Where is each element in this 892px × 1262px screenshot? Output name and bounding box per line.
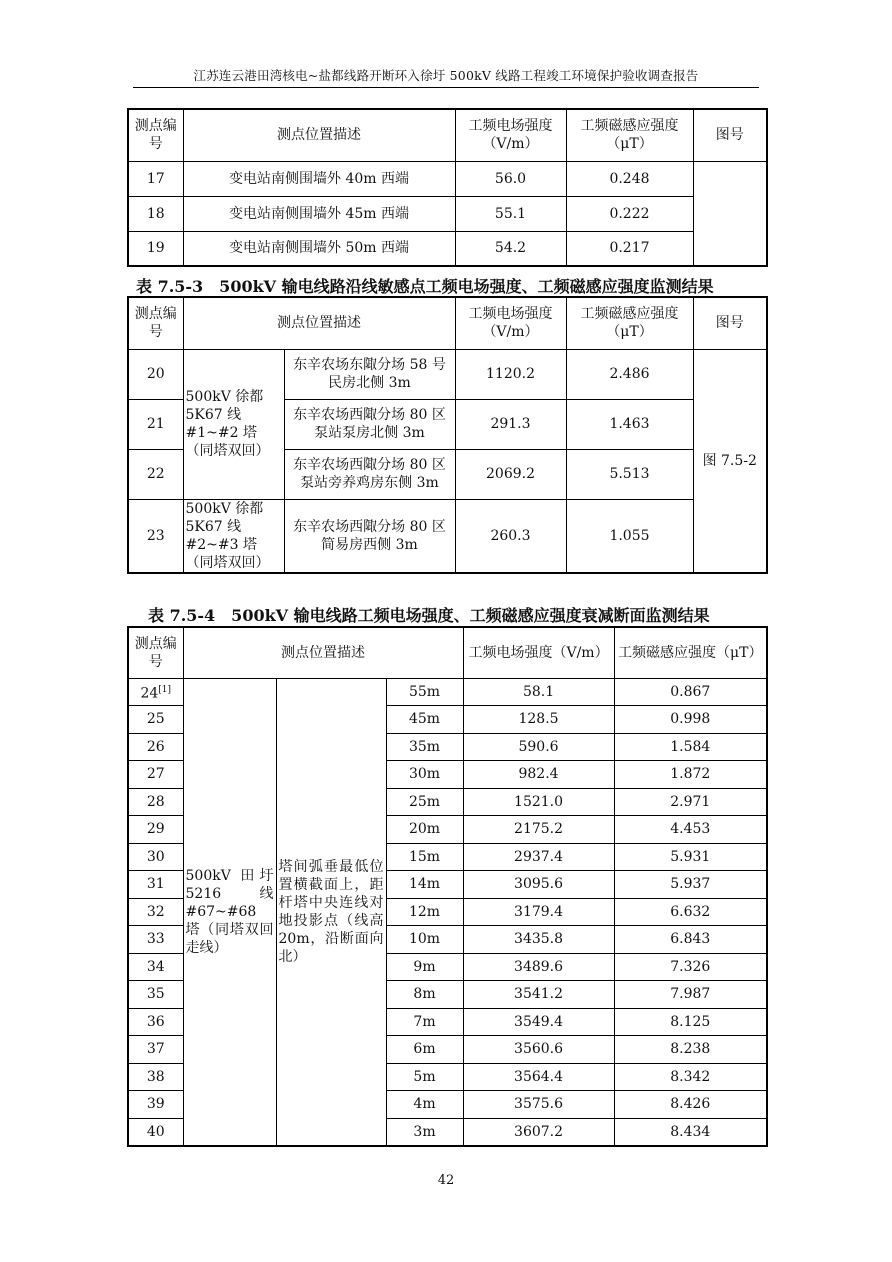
point-id: 20 bbox=[128, 349, 183, 399]
col-header-b: 工频磁感应强度（μT） bbox=[566, 109, 693, 161]
table-header-row bbox=[128, 297, 767, 349]
point-id bbox=[128, 678, 183, 706]
electric-field-value: 128.5 bbox=[463, 706, 614, 734]
electric-field-value: 3549.4 bbox=[463, 1008, 614, 1036]
magnetic-induction-value: 8.238 bbox=[614, 1036, 767, 1064]
electric-field-value: 3560.6 bbox=[463, 1036, 614, 1064]
line-section: 500kV 田圩 5216 线 #67~#68 塔（同塔双回走线） bbox=[183, 678, 276, 1146]
point-id: 17 bbox=[128, 161, 183, 196]
distance: 20m bbox=[386, 816, 463, 844]
figure-number: 图 7.5-2 bbox=[693, 349, 767, 573]
electric-field-value: 2069.2 bbox=[455, 449, 566, 499]
figure-number bbox=[693, 161, 767, 266]
magnetic-induction-value: 1.584 bbox=[614, 733, 767, 761]
point-id bbox=[128, 1036, 183, 1064]
point-id bbox=[128, 1118, 183, 1146]
distance: 35m bbox=[386, 733, 463, 761]
electric-field-value: 56.0 bbox=[455, 161, 566, 196]
col-header-id: 测点编号 bbox=[128, 109, 183, 161]
point-id-text: 28 bbox=[146, 793, 165, 810]
magnetic-induction-value: 0.998 bbox=[614, 706, 767, 734]
electric-field-value: 58.1 bbox=[463, 678, 614, 706]
electric-field-value: 291.3 bbox=[455, 399, 566, 449]
col-header-desc: 测点位置描述 bbox=[183, 297, 455, 349]
point-id: 23 bbox=[128, 499, 183, 573]
table-7-5-4-caption: 表 7.5-4 500kV 输电线路工频电场强度、工频磁感应强度衰减断面监测结果 bbox=[148, 606, 710, 625]
point-id-text: 26 bbox=[146, 738, 165, 755]
magnetic-induction-value: 4.453 bbox=[614, 816, 767, 844]
magnetic-induction-value: 6.632 bbox=[614, 898, 767, 926]
magnetic-induction-value: 5.931 bbox=[614, 843, 767, 871]
magnetic-induction-value: 7.987 bbox=[614, 981, 767, 1009]
electric-field-value: 590.6 bbox=[463, 733, 614, 761]
electric-field-value: 3541.2 bbox=[463, 981, 614, 1009]
report-header: 江苏连云港田湾核电~盐都线路开断环入徐圩 500kV 线路工程竣工环境保护验收调查报告 bbox=[133, 66, 759, 88]
table-row bbox=[128, 678, 767, 706]
table-row bbox=[128, 161, 767, 196]
point-id-text: 36 bbox=[146, 1013, 165, 1030]
col-header-b: 工频磁感应强度（μT） bbox=[614, 627, 767, 678]
line-section: 500kV 徐都 5K67 线#2~#3 塔（同塔双回） bbox=[183, 499, 284, 573]
page-number: 42 bbox=[437, 1173, 455, 1188]
electric-field-value: 54.2 bbox=[455, 231, 566, 266]
table-7-5-3-caption: 表 7.5-3 500kV 输电线路沿线敏感点工频电场强度、工频磁感应强度监测结果 bbox=[136, 277, 714, 296]
distance: 25m bbox=[386, 788, 463, 816]
point-id bbox=[128, 1091, 183, 1119]
magnetic-induction-value: 1.055 bbox=[566, 499, 693, 573]
magnetic-induction-value: 7.326 bbox=[614, 953, 767, 981]
magnetic-induction-value: 0.248 bbox=[566, 161, 693, 196]
point-id-text: 25 bbox=[146, 711, 165, 728]
point-id bbox=[128, 733, 183, 761]
point-id: 21 bbox=[128, 399, 183, 449]
electric-field-value: 3489.6 bbox=[463, 953, 614, 981]
point-id-text: 29 bbox=[146, 821, 165, 838]
point-description: 变电站南侧围墙外 45m 西端 bbox=[183, 196, 455, 231]
col-header-e: 工频电场强度（V/m） bbox=[463, 627, 614, 678]
point-id bbox=[128, 926, 183, 954]
electric-field-value: 1120.2 bbox=[455, 349, 566, 399]
point-id-text: 37 bbox=[146, 1041, 165, 1058]
point-id bbox=[128, 706, 183, 734]
distance: 5m bbox=[386, 1063, 463, 1091]
electric-field-value: 2937.4 bbox=[463, 843, 614, 871]
col-header-b: 工频磁感应强度（μT） bbox=[566, 297, 693, 349]
electric-field-value: 3575.6 bbox=[463, 1091, 614, 1119]
point-id-text: 39 bbox=[146, 1096, 165, 1113]
distance: 3m bbox=[386, 1118, 463, 1146]
col-header-id: 测点编号 bbox=[128, 627, 183, 678]
distance: 30m bbox=[386, 761, 463, 789]
magnetic-induction-value: 8.342 bbox=[614, 1063, 767, 1091]
magnetic-induction-value: 0.867 bbox=[614, 678, 767, 706]
magnetic-induction-value: 8.125 bbox=[614, 1008, 767, 1036]
magnetic-induction-value: 1.872 bbox=[614, 761, 767, 789]
point-id: 19 bbox=[128, 231, 183, 266]
electric-field-value: 55.1 bbox=[455, 196, 566, 231]
distance: 12m bbox=[386, 898, 463, 926]
col-header-desc: 测点位置描述 bbox=[183, 627, 463, 678]
point-id: 22 bbox=[128, 449, 183, 499]
col-header-e: 工频电场强度（V/m） bbox=[455, 109, 566, 161]
point-id-text: 30 bbox=[146, 848, 165, 865]
electric-field-value: 3564.4 bbox=[463, 1063, 614, 1091]
position-description: 塔间弧垂最低位置横截面上，距杆塔中央连线对地投影点（线高 20m，沿断面向北） bbox=[276, 678, 386, 1146]
magnetic-induction-value: 1.463 bbox=[566, 399, 693, 449]
point-id-text: 32 bbox=[146, 903, 165, 920]
distance: 14m bbox=[386, 871, 463, 899]
distance: 7m bbox=[386, 1008, 463, 1036]
table-7-5-3 bbox=[127, 296, 768, 574]
point-id-text: 27 bbox=[146, 766, 165, 783]
magnetic-induction-value: 5.513 bbox=[566, 449, 693, 499]
point-id bbox=[128, 1008, 183, 1036]
footnote-marker: [1] bbox=[158, 684, 172, 695]
electric-field-value: 3179.4 bbox=[463, 898, 614, 926]
electric-field-value: 3435.8 bbox=[463, 926, 614, 954]
point-id bbox=[128, 953, 183, 981]
col-header-fig: 图号 bbox=[693, 297, 767, 349]
point-id-text: 40 bbox=[146, 1123, 165, 1140]
electric-field-value: 982.4 bbox=[463, 761, 614, 789]
magnetic-induction-value: 2.486 bbox=[566, 349, 693, 399]
table-row bbox=[128, 349, 767, 399]
point-id-text: 34 bbox=[146, 958, 165, 975]
point-id bbox=[128, 843, 183, 871]
table-row bbox=[128, 231, 767, 266]
distance: 45m bbox=[386, 706, 463, 734]
electric-field-value: 1521.0 bbox=[463, 788, 614, 816]
distance: 9m bbox=[386, 953, 463, 981]
point-id-text: 24 bbox=[140, 685, 159, 702]
distance: 10m bbox=[386, 926, 463, 954]
point-description: 东辛农场西陬分场 80 区简易房西侧 3m bbox=[284, 499, 455, 573]
point-id bbox=[128, 788, 183, 816]
point-id: 18 bbox=[128, 196, 183, 231]
col-header-id: 测点编号 bbox=[128, 297, 183, 349]
magnetic-induction-value: 8.426 bbox=[614, 1091, 767, 1119]
point-id-text: 35 bbox=[146, 986, 165, 1003]
magnetic-induction-value: 8.434 bbox=[614, 1118, 767, 1146]
distance: 8m bbox=[386, 981, 463, 1009]
point-id-text: 38 bbox=[146, 1068, 165, 1085]
point-id-text: 31 bbox=[146, 876, 165, 893]
electric-field-value: 260.3 bbox=[455, 499, 566, 573]
electric-field-value: 2175.2 bbox=[463, 816, 614, 844]
electric-field-value: 3607.2 bbox=[463, 1118, 614, 1146]
distance: 15m bbox=[386, 843, 463, 871]
table-7-5-4 bbox=[127, 626, 768, 1147]
point-description: 东辛农场西陬分场 80 区泵站旁养鸡房东侧 3m bbox=[284, 449, 455, 499]
table-7-5-2-continued bbox=[127, 108, 768, 267]
col-header-e: 工频电场强度（V/m） bbox=[455, 297, 566, 349]
distance: 6m bbox=[386, 1036, 463, 1064]
point-id-text: 33 bbox=[146, 931, 165, 948]
point-id bbox=[128, 816, 183, 844]
line-section: 500kV 徐都 5K67 线#1~#2 塔（同塔双回） bbox=[183, 349, 284, 499]
col-header-fig: 图号 bbox=[693, 109, 767, 161]
table-header-row bbox=[128, 109, 767, 161]
point-description: 变电站南侧围墙外 50m 西端 bbox=[183, 231, 455, 266]
table-row bbox=[128, 499, 767, 573]
point-description: 东辛农场东陬分场 58 号民房北侧 3m bbox=[284, 349, 455, 399]
magnetic-induction-value: 6.843 bbox=[614, 926, 767, 954]
point-id bbox=[128, 761, 183, 789]
magnetic-induction-value: 2.971 bbox=[614, 788, 767, 816]
point-id bbox=[128, 1063, 183, 1091]
point-id bbox=[128, 898, 183, 926]
col-header-desc: 测点位置描述 bbox=[183, 109, 455, 161]
table-row bbox=[128, 196, 767, 231]
point-id bbox=[128, 981, 183, 1009]
electric-field-value: 3095.6 bbox=[463, 871, 614, 899]
magnetic-induction-value: 5.937 bbox=[614, 871, 767, 899]
magnetic-induction-value: 0.217 bbox=[566, 231, 693, 266]
distance: 55m bbox=[386, 678, 463, 706]
point-description: 东辛农场西陬分场 80 区泵站泵房北侧 3m bbox=[284, 399, 455, 449]
distance: 4m bbox=[386, 1091, 463, 1119]
table-header-row bbox=[128, 627, 767, 678]
point-id bbox=[128, 871, 183, 899]
point-description: 变电站南侧围墙外 40m 西端 bbox=[183, 161, 455, 196]
magnetic-induction-value: 0.222 bbox=[566, 196, 693, 231]
